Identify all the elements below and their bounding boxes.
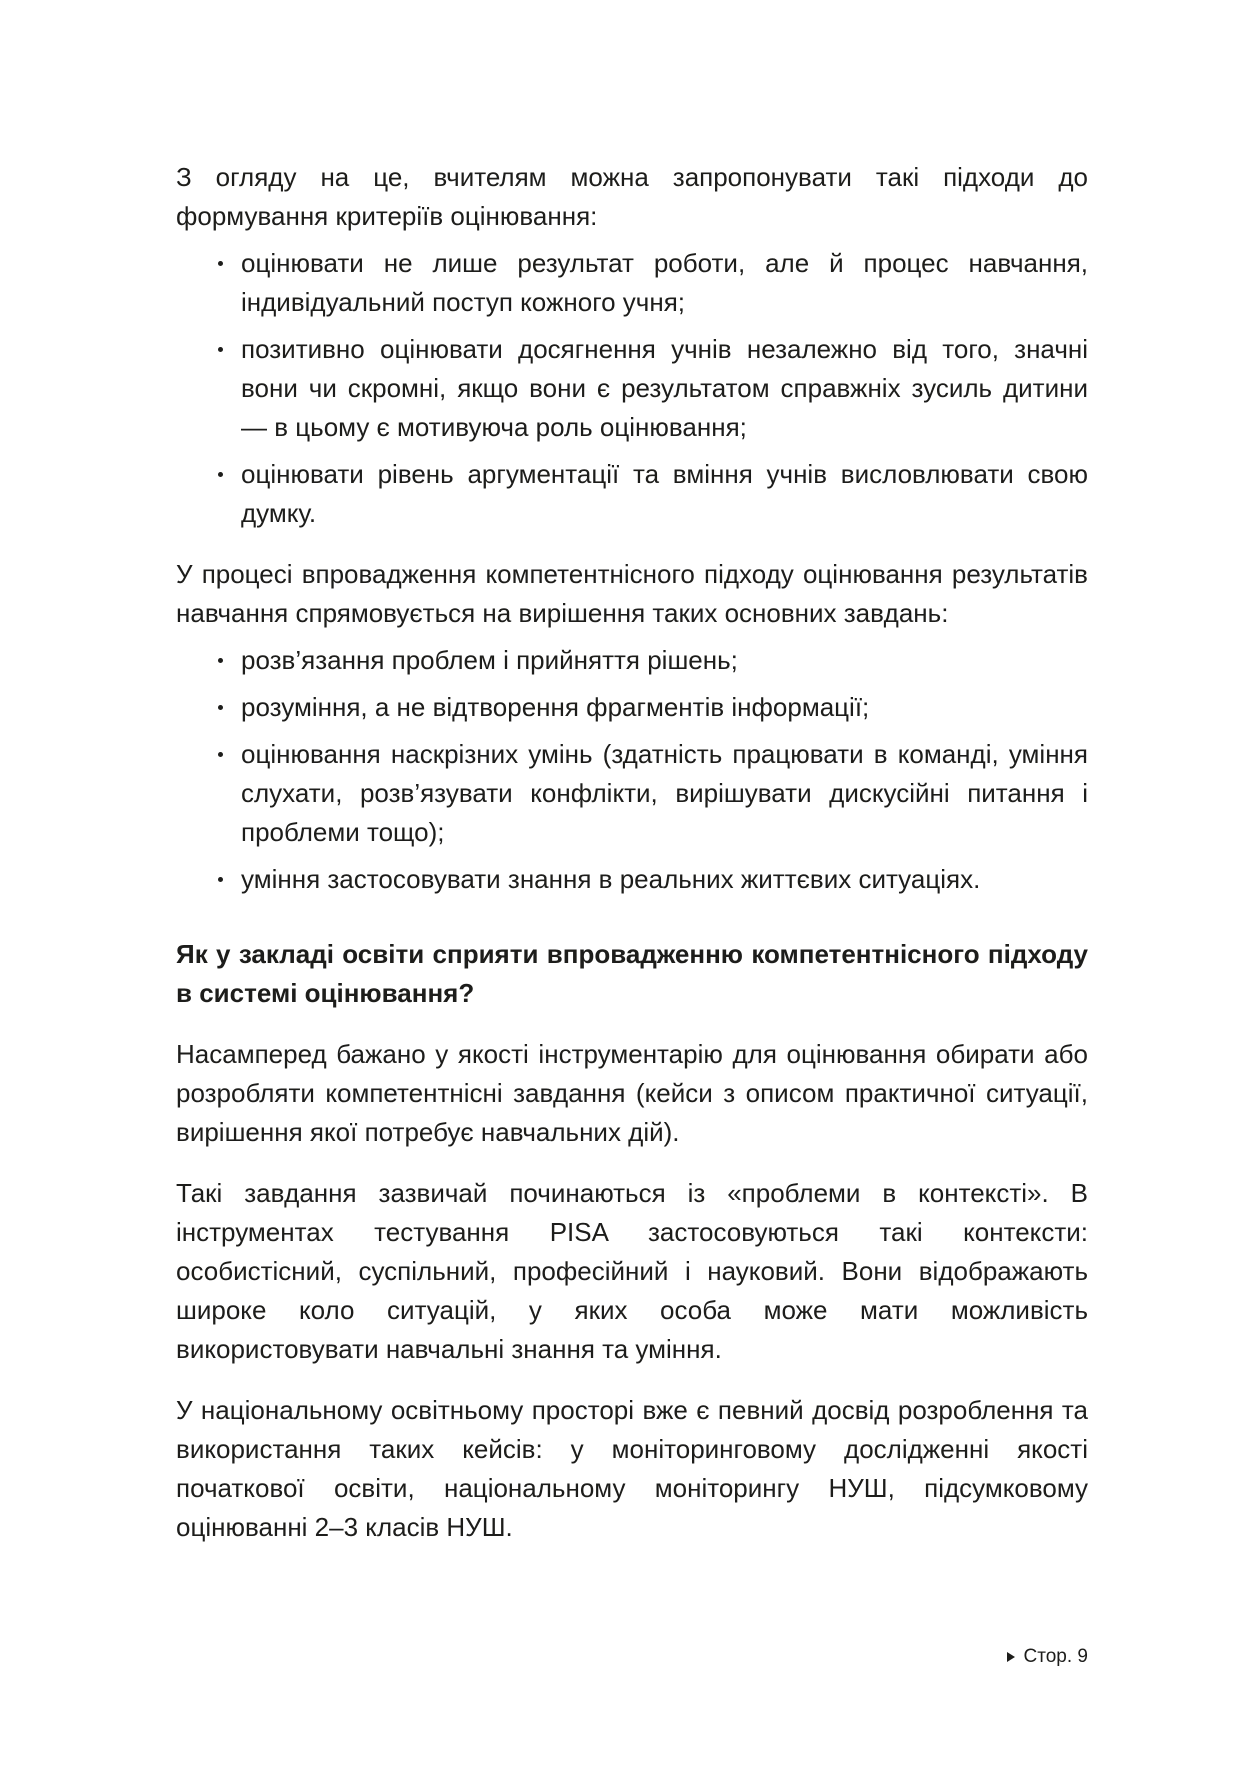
list-item: оцінювати не лише результат роботи, але й процес навчання, індивідуальний поступ кожного учня; (176, 244, 1088, 322)
criteria-list (176, 244, 1088, 533)
paragraph-tools: Насамперед бажано у якості інструментарію для оцінювання обирати або розробляти компетентнісні завдання (кейси з описом практичної ситуації, вирішення якої потребує навчальних дій). (176, 1039, 1088, 1147)
page-number: Стор. 9 (1023, 1646, 1088, 1667)
list-item: оцінювання наскрізних умінь (здатність працювати в команді, уміння слухати, розв’язувати конфлікти, вирішувати дискусійні питання і проблеми тощо); (176, 735, 1088, 852)
intro-paragraph: З огляду на це, вчителям можна запропонувати такі підходи до формування критеріїв оцінювання: (176, 162, 1088, 231)
page-content (176, 158, 1088, 1547)
bullet-icon (218, 705, 223, 710)
paragraph-national: У національному освітньому просторі вже є певний досвід розроблення та використання таких кейсів: у моніторинговому дослідженні якості початкової освіти, національному моніторингу НУШ, підсумковому оцінюванні 2–3 класів НУШ. (176, 1395, 1088, 1542)
list-item: розв’язання проблем і прийняття рішень; (176, 641, 1088, 680)
tasks-paragraph: У процесі впровадження компетентнісного підходу оцінювання результатів навчання спрямовується на вирішення таких основних завдань: (176, 559, 1088, 628)
list-item: уміння застосовувати знання в реальних життєвих ситуаціях. (176, 860, 1088, 899)
list-item: позитивно оцінювати досягнення учнів незалежно від того, значні вони чи скромні, якщо вони є результатом справжніх зусиль дитини — в цьому є мотивуюча роль оцінювання; (176, 330, 1088, 447)
paragraph-pisa: Такі завдання зазвичай починаються із «проблеми в контексті». В інструментах тестування PISA застосовуються такі контексти: особистісний, суспільний, професійний і науковий. Вони відображають широке коло ситуацій, у яких особа може мати можливість використовувати навчальні знання та уміння. (176, 1178, 1088, 1364)
bullet-icon (218, 658, 223, 663)
bullet-icon (218, 347, 223, 352)
list-item: розуміння, а не відтворення фрагментів інформації; (176, 688, 1088, 727)
bullet-icon (218, 752, 223, 757)
bullet-icon (218, 261, 223, 266)
triangle-right-icon (1007, 1652, 1015, 1662)
list-item: оцінювати рівень аргументації та вміння учнів висловлювати свою думку. (176, 455, 1088, 533)
tasks-list (176, 641, 1088, 899)
page-footer (1007, 1646, 1088, 1668)
bullet-icon (218, 472, 223, 477)
bullet-icon (218, 877, 223, 882)
section-heading: Як у закладі освіти сприяти впровадженню компетентнісного підходу в системі оцінювання? (176, 939, 1088, 1008)
